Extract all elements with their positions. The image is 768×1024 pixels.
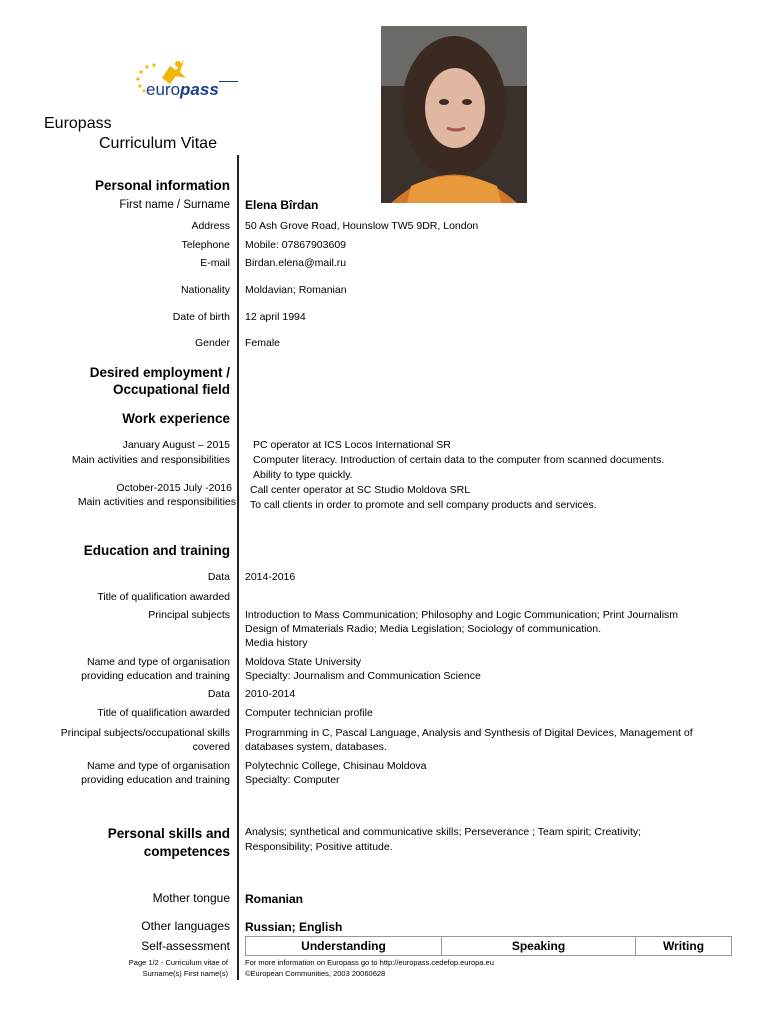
telephone-label: Telephone bbox=[181, 239, 230, 251]
mother-tongue-value: Romanian bbox=[245, 892, 304, 906]
footer-page-line2: Surname(s) First name(s) bbox=[142, 969, 228, 978]
edu-org-line1: Moldova State University bbox=[245, 656, 362, 668]
skills-heading-line2: competences bbox=[143, 844, 230, 859]
edu-org-label-line1: Name and type of organisation bbox=[86, 760, 230, 772]
job-activities-label: Main activities and responsibilities bbox=[71, 454, 230, 466]
email-value: Birdan.elena@mail.ru bbox=[245, 257, 347, 269]
header-title-line2: Curriculum Vitae bbox=[99, 135, 217, 152]
edu-data-label: Data bbox=[207, 688, 230, 700]
gender-value: Female bbox=[245, 337, 281, 349]
edu-subjects-line3: Media history bbox=[245, 637, 308, 649]
dob-label: Date of birth bbox=[172, 311, 230, 323]
self-assessment-label: Self-assessment bbox=[141, 939, 230, 953]
job-position: Call center operator at SC Studio Moldova SRL bbox=[250, 484, 471, 496]
job-position: PC operator at ICS Locos International SR bbox=[253, 439, 451, 451]
footer-info-line2: ©European Communities, 2003 20060628 bbox=[245, 969, 386, 978]
column-writing: Writing bbox=[636, 937, 732, 956]
vertical-rule bbox=[237, 155, 239, 980]
edu-org-label-line1: Name and type of organisation bbox=[86, 656, 230, 668]
personal-info-heading: Personal information bbox=[94, 178, 230, 193]
edu-subjects-line1: Programming in C, Pascal Language, Analysis and Synthesis of Digital Devices, Management of bbox=[245, 727, 693, 739]
address-label: Address bbox=[191, 220, 230, 232]
job-date: January August – 2015 bbox=[122, 439, 230, 451]
job-activities-label: Main activities and responsibilities bbox=[77, 496, 236, 508]
skills-text-line2: Responsibility; Positive attitude. bbox=[245, 841, 393, 853]
telephone-value: Mobile: 07867903609 bbox=[245, 239, 347, 251]
other-languages-label: Other languages bbox=[141, 919, 230, 933]
logo-text-euro: euro bbox=[146, 80, 181, 99]
profile-photo bbox=[381, 26, 527, 203]
gender-label: Gender bbox=[194, 337, 230, 349]
edu-subjects-line1: Introduction to Mass Communication; Philosophy and Logic Communication; Print Journalism bbox=[245, 609, 679, 621]
edu-subjects-line2: Design of Mmaterials Radio; Media Legislation; Sociology of communication. bbox=[245, 623, 602, 635]
education-heading: Education and training bbox=[83, 543, 230, 558]
job-description-line1: Computer literacy. Introduction of certain data to the computer from scanned documents. bbox=[253, 454, 665, 466]
column-understanding: Understanding bbox=[246, 937, 442, 956]
edu-subjects-label-line2: covered bbox=[192, 741, 230, 753]
edu-data-value: 2010-2014 bbox=[245, 688, 296, 700]
edu-org-line2: Specialty: Journalism and Communication Science bbox=[245, 670, 481, 682]
footer-page-line1: Page 1/2 - Curriculum vitae of bbox=[128, 958, 228, 967]
header-title-line1: Europass bbox=[44, 115, 112, 132]
work-experience-heading: Work experience bbox=[122, 411, 230, 426]
other-languages-value: Russian; English bbox=[245, 920, 343, 934]
edu-data-value: 2014-2016 bbox=[245, 571, 296, 583]
nationality-label: Nationality bbox=[180, 284, 230, 296]
self-assessment-table bbox=[245, 936, 732, 956]
job-description-line1: To call clients in order to promote and sell company products and services. bbox=[250, 499, 597, 511]
full-name: Elena Bîrdan bbox=[245, 198, 319, 212]
edu-title-label: Title of qualification awarded bbox=[97, 591, 230, 603]
column-speaking: Speaking bbox=[442, 937, 636, 956]
edu-org-line2: Specialty: Computer bbox=[245, 774, 340, 786]
skills-text-line1: Analysis; synthetical and communicative skills; Perseverance ; Team spirit; Creativity; bbox=[245, 826, 642, 838]
desired-employment-heading-line2: Occupational field bbox=[112, 382, 230, 397]
dob-value: 12 april 1994 bbox=[245, 311, 306, 323]
edu-org-label-line2: providing education and training bbox=[81, 670, 230, 682]
nationality-value: Moldavian; Romanian bbox=[245, 284, 347, 296]
skills-heading-line1: Personal skills and bbox=[107, 826, 230, 841]
job-date: October-2015 July -2016 bbox=[116, 482, 232, 494]
email-label: E-mail bbox=[200, 257, 230, 269]
edu-data-label: Data bbox=[207, 571, 230, 583]
edu-title-label: Title of qualification awarded bbox=[97, 707, 230, 719]
job-description-line2: Ability to type quickly. bbox=[253, 469, 353, 481]
edu-subjects-label: Principal subjects bbox=[148, 609, 230, 621]
edu-subjects-label-line1: Principal subjects/occupational skills bbox=[60, 727, 230, 739]
mother-tongue-label: Mother tongue bbox=[152, 891, 230, 905]
name-label: First name / Surname bbox=[119, 199, 230, 211]
logo-text-pass: pass bbox=[180, 80, 219, 99]
footer-info-line1: For more information on Europass go to http://europass.cedefop.europa.eu bbox=[245, 958, 494, 967]
edu-org-line1: Polytechnic College, Chisinau Moldova bbox=[245, 760, 427, 772]
edu-org-label-line2: providing education and training bbox=[81, 774, 230, 786]
edu-subjects-line2: databases system, databases. bbox=[245, 741, 387, 753]
desired-employment-heading-line1: Desired employment / bbox=[89, 365, 230, 380]
logo-underline bbox=[219, 81, 238, 82]
edu-title-value: Computer technician profile bbox=[245, 707, 373, 719]
address-value: 50 Ash Grove Road, Hounslow TW5 9DR, London bbox=[245, 220, 479, 232]
